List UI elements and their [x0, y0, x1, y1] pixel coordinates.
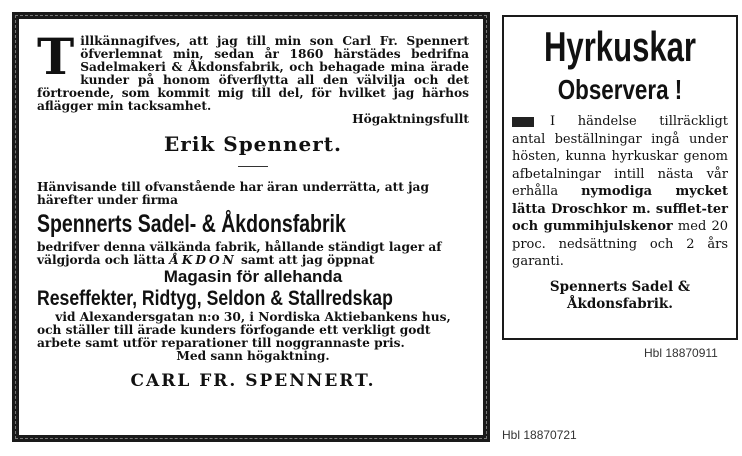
akdon-word: ÅKDON — [169, 253, 237, 267]
business-text: bedrifver denna välkända fabrik, hållande ständigt lager af välgjorda och lätta — [37, 240, 442, 267]
ad-title: Hyrkuskar — [543, 23, 697, 70]
closing-respect: Med sann högaktning. — [176, 349, 330, 363]
ad-subtitle: Observera ! — [557, 74, 683, 105]
closing-regards: Högaktningsfullt — [352, 112, 469, 126]
address-line: vid Alexandersgatan n:o 30, i Nordiska Aktiebankens hus, — [55, 310, 451, 324]
goods-heading: Reseffekter, Ridtyg, Seldon & Stallredskap — [37, 287, 393, 310]
advertisement-hyrkuskar — [502, 15, 738, 340]
referral-paragraph: Hänvisande till ofvanstående har äran underrätta, att jag härefter under firma — [37, 180, 429, 207]
left-caption: Hbl 18870721 — [502, 428, 577, 442]
signature-erik: Erik Spennert. — [164, 132, 342, 156]
signature-carl: CARL FR. SPENNERT. — [130, 371, 376, 391]
firm-name-heading: Spennerts Sadel- & Åkdonsfabrik — [37, 210, 346, 238]
body-text-c: med 20 proc. nedsättning och 2 års garanti. — [512, 219, 728, 269]
business-paragraph — [37, 241, 469, 267]
ad-content — [37, 27, 469, 391]
ad-signature: Spennerts Sadel & Åkdonsfabrik. — [549, 278, 691, 312]
drop-cap: T — [37, 27, 75, 86]
ink-blot — [512, 117, 534, 127]
ad-body — [504, 113, 736, 271]
right-caption: Hbl 18870911 — [644, 346, 718, 360]
divider — [238, 166, 268, 167]
body-text-a: I händelse tillräckligt antal beställningar ingå under hösten, kunna hyrkuskar genom afbetalningar intill nästa vår erhålla — [512, 114, 728, 199]
shop-heading: Magasin för allehanda — [163, 267, 343, 286]
business-text-end: samt att jag öppnat — [240, 253, 375, 267]
advertisement-spennert-fabrik — [12, 12, 490, 442]
announcement-text: illkännagifves, att jag till min son Carl Fr. Spennert öfverlemnat min, sedan år 1860 härstädes bedrifna Sadelmakeri & Åkdonsfabrik, och behagade mina ärade kunder på honom öfverflytta all den välvilja och det förtroende, som kommit mig till del, för hvilket jag härhos aflägger min tacksamhet. — [37, 34, 469, 113]
service-paragraph: och ställer till ärade kunders förfogande ett verkligt godt arbete samt utför reparationer till noggrannaste pris. — [37, 323, 431, 350]
announcement-paragraph — [37, 27, 469, 113]
body-text-bold: nymodiga mycket lätta Droschkor m. sufflet-ter och gummihjulskenor — [512, 184, 728, 234]
